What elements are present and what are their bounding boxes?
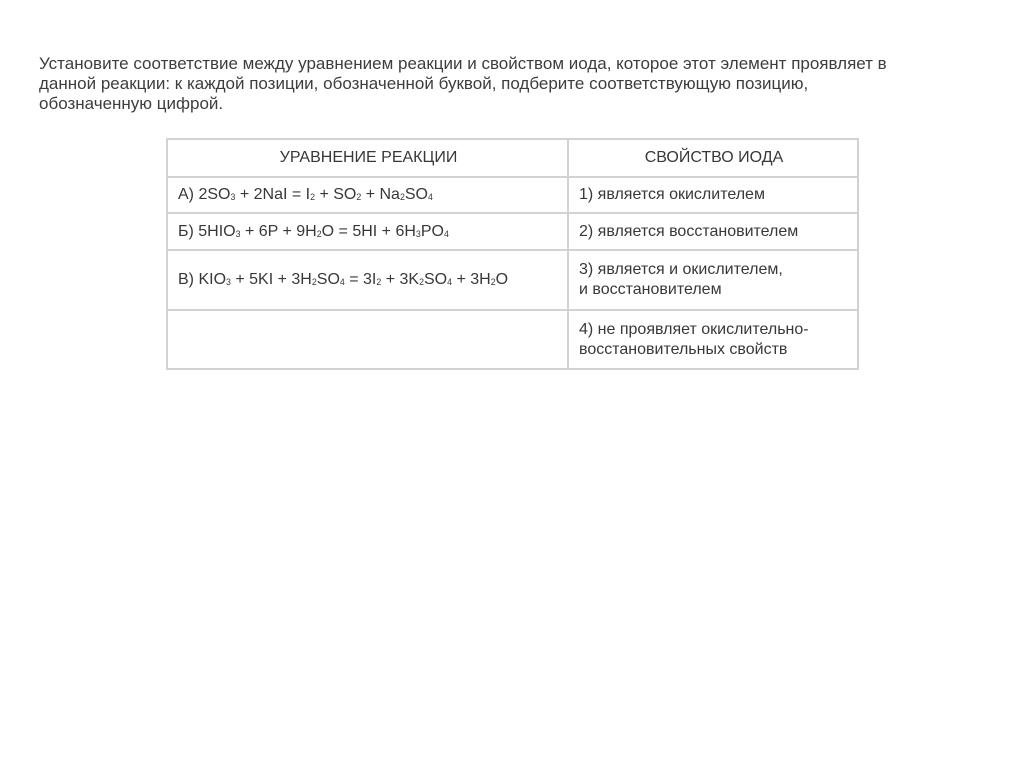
formula-text: PO <box>420 222 444 240</box>
formula-text: + 2NaI = I <box>235 186 311 203</box>
property-column-header: СВОЙСТВО ИОДА <box>568 139 858 177</box>
formula-text: SO <box>404 186 428 203</box>
formula-text: + 3H <box>452 271 491 288</box>
equation-label: А) <box>178 186 194 203</box>
table-row <box>167 177 858 213</box>
formula-text: O = 5HI + 6H <box>321 222 416 240</box>
formula-subscript: 2 <box>490 277 496 287</box>
formula-text: SO <box>316 271 340 288</box>
task-text-line: данной реакции: к каждой позиции, обозначенной буквой, подберите соответствующую позицию, <box>39 74 809 93</box>
formula-subscript: 3 <box>230 192 236 202</box>
formula-subscript: 3 <box>235 228 241 239</box>
table-row <box>167 213 858 250</box>
equation-cell-v <box>167 250 568 310</box>
empty-equation-cell <box>167 310 568 369</box>
formula-subscript: 2 <box>310 192 315 202</box>
equation-label: Б) <box>178 222 194 240</box>
property-text: восстановительных свойств <box>579 340 788 358</box>
formula-text: 2SO <box>194 186 231 203</box>
table-row <box>167 250 858 310</box>
formula-text: O <box>495 271 509 288</box>
equation-formula <box>194 186 433 203</box>
formula-text: = 3I <box>344 271 377 288</box>
formula-subscript: 3 <box>415 228 421 239</box>
property-text: 4) не проявляет окислительно- <box>579 320 809 338</box>
property-cell-4 <box>568 310 858 369</box>
property-text: 3) является и окислителем, <box>579 261 783 278</box>
formula-subscript: 4 <box>447 277 453 287</box>
formula-text: + Na <box>361 186 400 203</box>
formula-subscript: 2 <box>419 277 424 287</box>
equation-cell-b <box>167 213 568 250</box>
property-cell-2 <box>568 213 858 250</box>
task-text-line: обозначенную цифрой. <box>39 94 224 113</box>
formula-text: + 6P + 9H <box>240 222 317 240</box>
formula-subscript: 4 <box>339 277 345 287</box>
property-cell-1 <box>568 177 858 213</box>
formula-subscript: 2 <box>311 277 317 287</box>
equation-formula <box>194 271 508 288</box>
formula-subscript: 4 <box>427 192 433 202</box>
formula-subscript: 2 <box>376 277 382 287</box>
task-text <box>39 54 989 114</box>
formula-text: SO <box>424 271 448 288</box>
formula-text: + 3K <box>381 271 420 288</box>
equation-formula <box>194 223 449 240</box>
formula-text: + SO <box>315 186 357 203</box>
formula-text: 5HIO <box>193 222 236 240</box>
property-text: 2) является восстановителем <box>579 222 799 240</box>
matching-table <box>166 138 859 370</box>
formula-subscript: 3 <box>226 277 231 287</box>
formula-subscript: 2 <box>316 228 322 239</box>
formula-subscript: 2 <box>399 192 405 202</box>
table-header-row <box>167 139 858 177</box>
formula-text: + 5KI + 3H <box>230 271 312 288</box>
equation-cell-a <box>167 177 568 213</box>
property-text: 1) является окислителем <box>579 186 765 203</box>
formula-subscript: 2 <box>356 192 362 202</box>
task-text-line: Установите соответствие между уравнением реакции и свойством иода, которое этот элемент проявляет в <box>39 54 887 73</box>
table-row <box>167 310 858 369</box>
equation-column-header: УРАВНЕНИЕ РЕАКЦИИ <box>167 139 568 177</box>
property-cell-3 <box>568 250 858 310</box>
equation-label: В) <box>178 271 194 288</box>
formula-text: KIO <box>194 271 227 288</box>
property-text: и восстановителем <box>579 281 722 298</box>
formula-subscript: 4 <box>443 228 449 239</box>
